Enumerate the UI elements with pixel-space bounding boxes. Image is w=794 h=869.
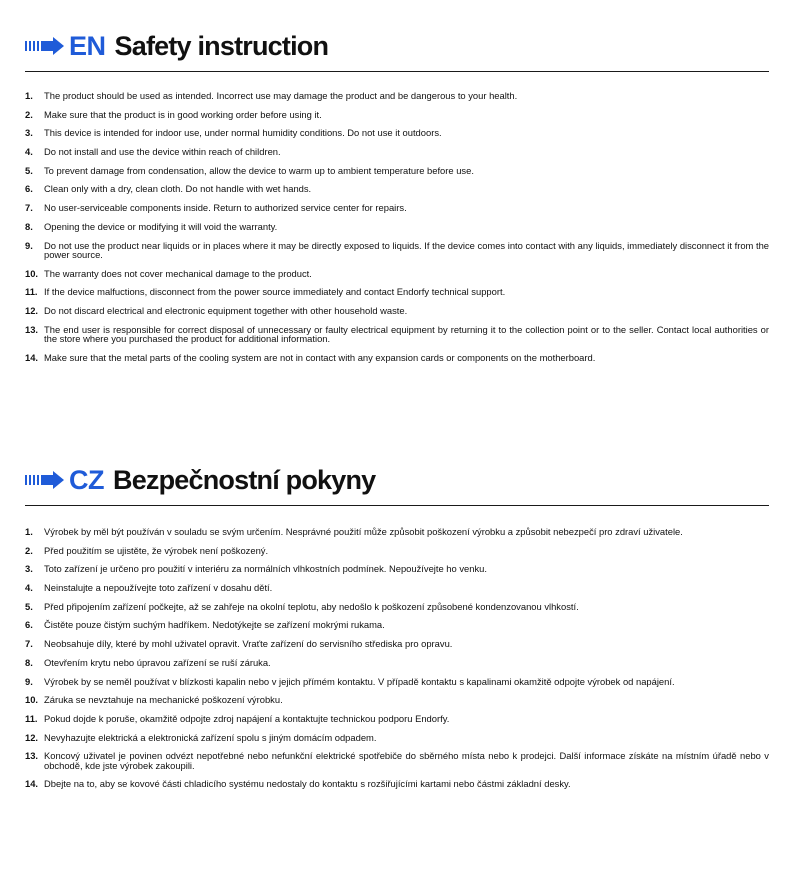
- list-item: [25, 733, 769, 743]
- item-text: The end user is responsible for correct disposal of unnecessary or faulty electrical equipment by returning it to the collection point or to the seller. Contact local authorities or the store where you purchased the product for additional information.: [44, 323, 769, 345]
- item-number: 7.: [25, 202, 33, 214]
- list-item: [25, 222, 769, 232]
- list-item: [25, 639, 769, 649]
- item-number: 9.: [25, 239, 33, 251]
- item-text: To prevent damage from condensation, allow the device to warm up to ambient temperature before use.: [44, 164, 474, 176]
- list-item: [25, 583, 769, 593]
- list-item: [25, 751, 769, 770]
- item-text: Koncový uživatel je povinen odvézt nepotřebné nebo nefunkční elektrické spotřebiče do sběrného místa nebo k prodejci. Další informace získáte na místním úřadě nebo v obchodě, kde jste výrobek zakoupili.: [44, 750, 769, 771]
- item-text: Toto zařízení je určeno pro použití v interiéru za normálních vlhkostních podmínek. Nepoužívejte ho venku.: [44, 563, 487, 575]
- item-text: Do not discard electrical and electronic equipment together with other household waste.: [44, 305, 408, 317]
- divider: [25, 71, 769, 72]
- item-number: 5.: [25, 600, 33, 612]
- list-item: [25, 110, 769, 120]
- item-text: Pokud dojde k poruše, okamžitě odpojte zdroj napájení a kontaktujte technickou podporu Endorfy.: [44, 712, 450, 724]
- instruction-list: [25, 527, 769, 789]
- item-number: 12.: [25, 305, 39, 317]
- item-number: 13.: [25, 750, 39, 762]
- item-text: Do not install and use the device within reach of children.: [44, 146, 281, 158]
- item-number: 6.: [25, 183, 33, 195]
- item-text: Clean only with a dry, clean cloth. Do not handle with wet hands.: [44, 183, 312, 195]
- item-number: 3.: [25, 563, 33, 575]
- section-title: Safety instruction: [114, 30, 329, 61]
- list-item: [25, 325, 769, 344]
- list-item: [25, 779, 769, 789]
- language-code: EN: [69, 30, 106, 61]
- list-item: [25, 564, 769, 574]
- item-text: Opening the device or modifying it will void the warranty.: [44, 220, 278, 232]
- list-item: [25, 677, 769, 687]
- section-cz: [25, 462, 769, 798]
- list-item: [25, 714, 769, 724]
- item-text: Před připojením zařízení počkejte, až se zahřeje na okolní teplotu, aby nedošlo k poškození způsobené kondenzovanou vlhkostí.: [44, 600, 579, 612]
- list-item: [25, 527, 769, 537]
- item-text: Make sure that the product is in good working order before using it.: [44, 108, 322, 120]
- item-number: 10.: [25, 694, 39, 706]
- item-number: 11.: [25, 712, 38, 724]
- item-text: Výrobek by se neměl používat v blízkosti kapalin nebo v jejich přímém kontaktu. V případě kontaktu s kapalinami okamžitě odpojte výrobek od napájení.: [44, 675, 675, 687]
- list-item: [25, 620, 769, 630]
- item-number: 1.: [25, 90, 33, 101]
- item-number: 4.: [25, 146, 33, 158]
- item-text: No user-serviceable components inside. Return to authorized service center for repairs.: [44, 202, 407, 214]
- item-text: The product should be used as intended. Incorrect use may damage the product and be dangerous to your health.: [44, 90, 518, 101]
- item-number: 10.: [25, 267, 39, 279]
- item-number: 2.: [25, 544, 33, 556]
- item-text: Do not use the product near liquids or in places where it may be directly exposed to liquids. If the device comes into contact with any liquids, immediately disconnect it from the power source.: [44, 239, 769, 260]
- item-number: 5.: [25, 164, 33, 176]
- item-text: Neobsahuje díly, které by mohl uživatel opravit. Vraťte zařízení do servisního střediska pro opravu.: [44, 638, 453, 650]
- divider: [25, 505, 769, 506]
- item-number: 11.: [25, 286, 38, 298]
- list-item: [25, 184, 769, 194]
- instruction-list: [25, 91, 769, 362]
- item-number: 7.: [25, 638, 33, 650]
- item-text: If the device malfuctions, disconnect from the power source immediately and contact Endorfy technical support.: [44, 286, 506, 298]
- arrow-right-icon: [25, 471, 65, 489]
- list-item: [25, 658, 769, 668]
- list-item: [25, 269, 769, 279]
- item-text: Před použitím se ujistěte, že výrobek není poškozený.: [44, 544, 269, 556]
- list-item: [25, 602, 769, 612]
- item-text: Neinstalujte a nepoužívejte toto zařízení v dosahu dětí.: [44, 582, 273, 594]
- item-number: 3.: [25, 127, 33, 139]
- item-number: 8.: [25, 220, 33, 232]
- item-text: Záruka se nevztahuje na mechanické poškození výrobku.: [44, 694, 283, 706]
- list-item: [25, 353, 769, 363]
- list-item: [25, 306, 769, 316]
- list-item: [25, 166, 769, 176]
- item-text: The warranty does not cover mechanical damage to the product.: [44, 267, 312, 279]
- item-number: 13.: [25, 323, 39, 335]
- item-number: 4.: [25, 582, 33, 594]
- list-item: [25, 546, 769, 556]
- item-number: 6.: [25, 619, 33, 631]
- list-item: [25, 91, 769, 101]
- item-number: 1.: [25, 526, 33, 537]
- item-text: Výrobek by měl být používán v souladu se svým určením. Nesprávné použití může způsobit poškození výrobku a způsobit nebezpečí pro zdraví uživatele.: [44, 526, 683, 537]
- item-number: 9.: [25, 675, 33, 687]
- item-text: This device is intended for indoor use, under normal humidity conditions. Do not use it outdoors.: [44, 127, 442, 139]
- item-text: Čistěte pouze čistým suchým hadříkem. Nedotýkejte se zařízení mokrými rukama.: [44, 619, 385, 631]
- section-header-cz: [25, 462, 769, 498]
- language-code: CZ: [69, 464, 104, 495]
- list-item: [25, 203, 769, 213]
- list-item: [25, 287, 769, 297]
- section-header-en: [25, 28, 769, 64]
- item-number: 8.: [25, 656, 33, 668]
- section-en: [25, 28, 769, 372]
- item-text: Nevyhazujte elektrická a elektronická zařízení spolu s jiným domácím odpadem.: [44, 731, 377, 743]
- list-item: [25, 128, 769, 138]
- arrow-right-icon: [25, 37, 65, 55]
- item-number: 2.: [25, 108, 33, 120]
- item-number: 14.: [25, 351, 39, 363]
- section-title: Bezpečnostní pokyny: [113, 464, 376, 495]
- item-text: Dbejte na to, aby se kovové části chladicího systému nedostaly do kontaktu s rozšiřujícími kartami nebo částmi základní desky.: [44, 778, 571, 790]
- list-item: [25, 695, 769, 705]
- list-item: [25, 241, 769, 260]
- item-number: 12.: [25, 731, 39, 743]
- list-item: [25, 147, 769, 157]
- item-text: Otevřením krytu nebo úpravou zařízení se ruší záruka.: [44, 656, 271, 668]
- item-text: Make sure that the metal parts of the cooling system are not in contact with any expansion cards or components on the motherboard.: [44, 351, 596, 363]
- item-number: 14.: [25, 778, 39, 790]
